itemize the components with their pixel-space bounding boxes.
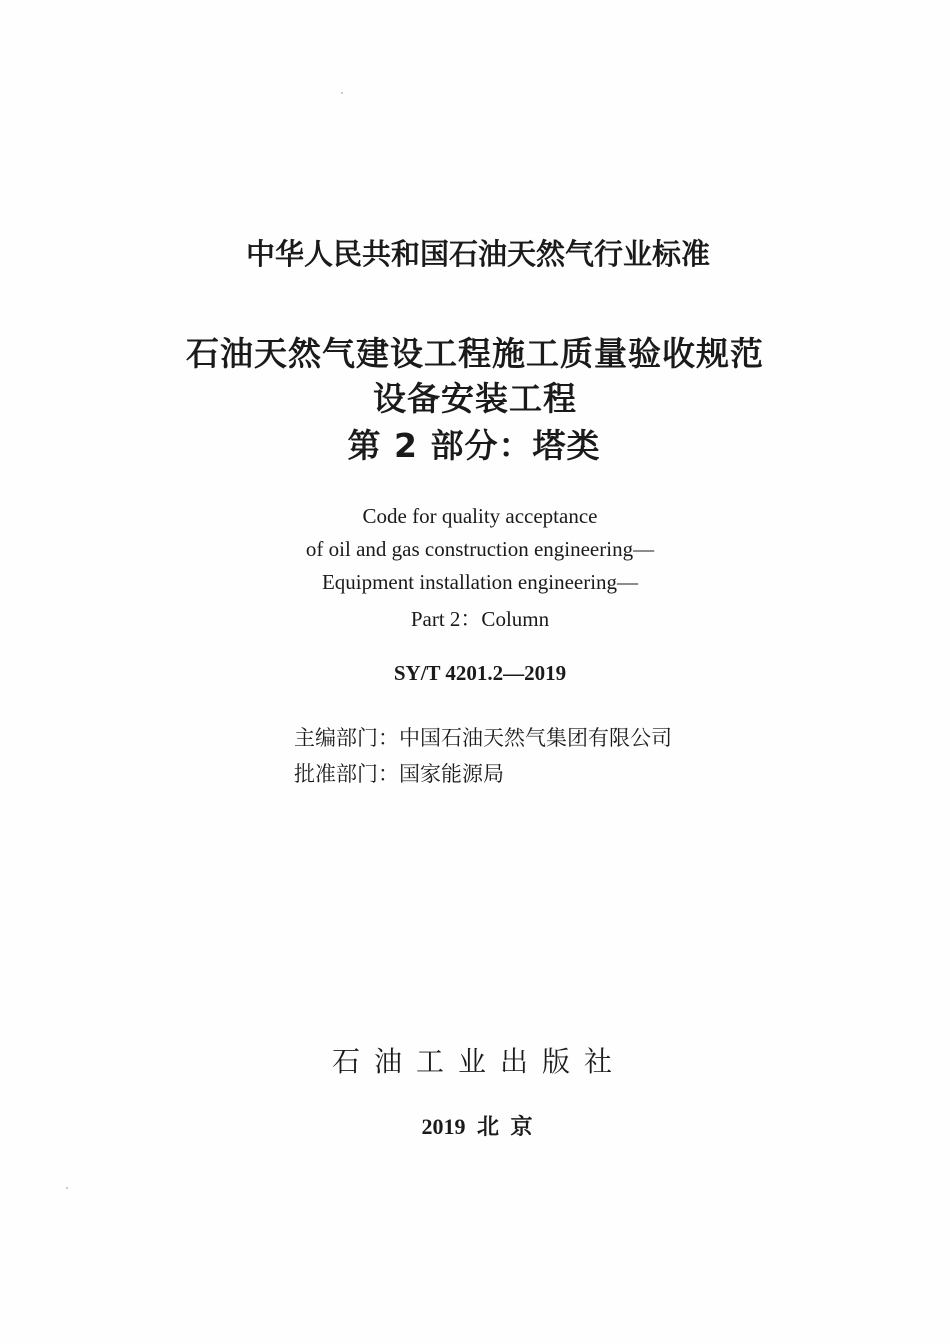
chinese-title-line-1: 石油天然气建设工程施工质量验收规范 (186, 334, 764, 373)
standard-code: SY/T 4201.2—2019 (393, 661, 567, 685)
approver-department: 批准部门：国家能源局 (294, 762, 504, 786)
english-title-line-4: Part 2：Column (410, 607, 550, 631)
chinese-title-line-2: 设备安装工程 (373, 379, 577, 418)
english-title-line-3: Equipment installation engineering— (321, 570, 639, 594)
scan-speck (66, 1187, 68, 1189)
chinese-title-line-3: 第 2 部分：塔类 (347, 426, 601, 465)
english-title-line-1: Code for quality acceptance (362, 504, 598, 528)
scan-speck (341, 92, 343, 94)
editor-department: 主编部门：中国石油天然气集团有限公司 (294, 726, 672, 750)
english-title-line-2: of oil and gas construction engineering— (305, 537, 655, 561)
industry-standard-heading: 中华人民共和国石油天然气行业标准 (245, 237, 710, 271)
publisher-name: 石油工业出版社 (331, 1045, 626, 1078)
year-and-place: 2019 北 京 (421, 1114, 533, 1139)
